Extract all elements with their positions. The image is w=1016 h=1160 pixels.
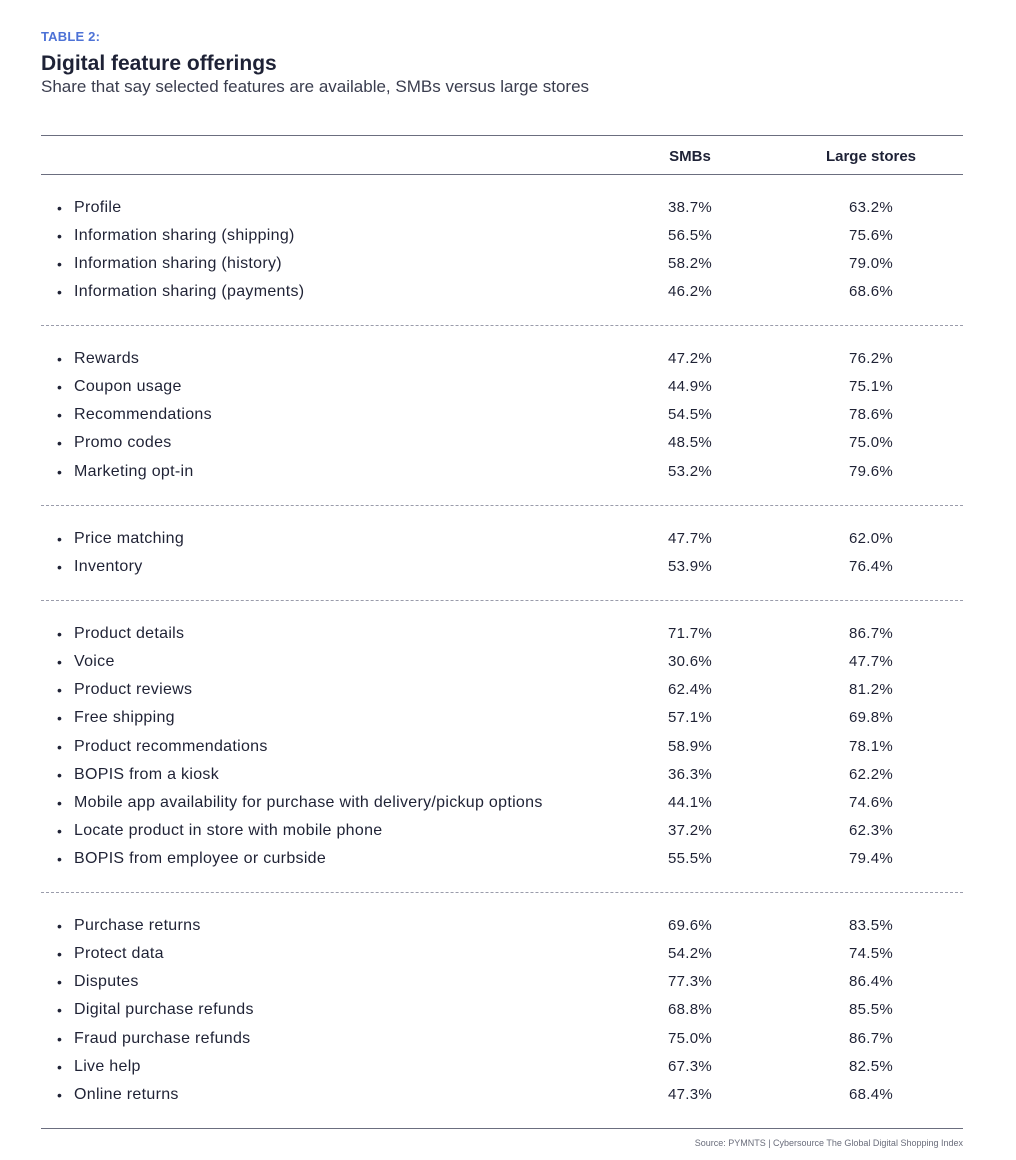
smb-value: 54.5% [667,406,713,424]
bullet-icon: • [57,974,63,991]
row-label: Online returns [74,1085,179,1103]
large-store-value: 81.2% [848,681,894,699]
large-store-value: 79.6% [848,462,894,480]
table-row [41,850,963,878]
row-label: Promo codes [74,434,172,452]
smb-value: 54.2% [667,945,713,963]
table-row [41,766,963,794]
smb-value: 53.9% [667,558,713,576]
bullet-icon: • [57,946,63,963]
bullet-icon: • [57,1058,63,1075]
large-store-value: 75.0% [848,434,894,452]
smb-value: 53.2% [667,462,713,480]
bullet-icon: • [57,531,63,547]
table-row [41,681,963,709]
column-header-smbs: SMBs [669,148,711,165]
smb-value: 36.3% [667,765,713,783]
table-row [41,463,963,491]
smb-value: 46.2% [667,283,713,301]
smb-value: 68.8% [667,1001,713,1019]
row-label: Disputes [74,973,139,991]
large-store-value: 86.4% [848,973,894,991]
table-row [41,434,963,462]
large-store-value: 76.4% [848,558,894,576]
smb-value: 55.5% [667,850,713,868]
smb-value: 47.7% [667,530,713,547]
smb-value: 69.6% [667,917,713,934]
large-store-value: 75.1% [848,378,894,396]
bullet-icon: • [57,654,63,671]
bullet-icon: • [57,351,63,367]
table-row [41,917,963,945]
table-row [41,1001,963,1029]
table-row [41,558,963,586]
table-row [41,406,963,434]
bullet-icon: • [57,1086,63,1103]
row-label: Profile [74,199,122,216]
large-store-value: 62.3% [848,822,894,840]
row-label: Voice [74,653,115,671]
smb-value: 44.1% [667,793,713,811]
row-label: Free shipping [74,709,175,727]
large-store-value: 79.4% [848,850,894,868]
table-subtitle: Share that say selected features are available, SMBs versus large stores [41,77,590,96]
large-store-value: 62.0% [848,530,894,547]
large-store-value: 78.1% [848,737,894,755]
large-store-value: 47.7% [848,653,894,671]
bullet-icon: • [57,710,63,727]
row-label: Information sharing (history) [74,255,282,273]
column-header-large-stores: Large stores [825,148,917,165]
bullet-icon: • [57,626,63,642]
bullet-icon: • [57,435,63,452]
large-store-value: 79.0% [848,255,894,273]
bullet-icon: • [57,1030,63,1047]
table-row [41,794,963,822]
row-label: Purchase returns [74,917,201,934]
table-row [41,1058,963,1086]
bullet-icon: • [57,682,63,699]
top-rule [41,135,963,136]
group-divider [41,892,963,893]
table-row [41,1086,963,1114]
large-store-value: 62.2% [848,765,894,783]
smb-value: 56.5% [667,227,713,245]
table-row [41,625,963,653]
smb-value: 44.9% [667,378,713,396]
bullet-icon: • [57,559,63,576]
row-label: Information sharing (payments) [74,283,305,301]
table-row [41,378,963,406]
row-label: Marketing opt-in [74,462,194,480]
table-title: Digital feature offerings [41,52,277,75]
large-store-value: 83.5% [848,917,894,934]
group-divider [41,505,963,506]
row-label: Live help [74,1057,141,1075]
bullet-icon: • [57,918,63,934]
large-store-value: 78.6% [848,406,894,424]
bullet-icon: • [57,256,63,273]
row-label: Mobile app availability for purchase with delivery/pickup options [74,793,543,811]
large-store-value: 69.8% [848,709,894,727]
table-row [41,709,963,737]
table-row [41,350,963,378]
bullet-icon: • [57,1002,63,1019]
row-label: Fraud purchase refunds [74,1029,251,1047]
table-row [41,738,963,766]
smb-value: 37.2% [667,822,713,840]
table-row [41,199,963,227]
row-label: Recommendations [74,406,212,424]
smb-value: 38.7% [667,199,713,216]
smb-value: 62.4% [667,681,713,699]
large-store-value: 86.7% [848,1029,894,1047]
source-note: Source: PYMNTS | Cybersource The Global Digital Shopping Index [694,1138,963,1148]
table-row [41,530,963,558]
large-store-value: 63.2% [848,199,894,216]
row-label: Price matching [74,530,185,547]
table-row [41,1030,963,1058]
bullet-icon: • [57,379,63,396]
smb-value: 58.2% [667,255,713,273]
table-row [41,945,963,973]
smb-value: 57.1% [667,709,713,727]
group-divider [41,600,963,601]
table-row [41,255,963,283]
smb-value: 77.3% [667,973,713,991]
table-label: TABLE 2: [41,29,101,44]
bullet-icon: • [57,823,63,840]
bullet-icon: • [57,463,63,480]
large-store-value: 75.6% [848,227,894,245]
table-row [41,227,963,255]
large-store-value: 68.4% [848,1085,894,1103]
header-rule [41,174,963,175]
smb-value: 67.3% [667,1057,713,1075]
row-label: Digital purchase refunds [74,1001,254,1019]
row-label: Product recommendations [74,737,268,755]
large-store-value: 74.5% [848,945,894,963]
row-label: Protect data [74,945,164,963]
bottom-rule [41,1128,963,1129]
bullet-icon: • [57,766,63,783]
bullet-icon: • [57,794,63,811]
row-label: Locate product in store with mobile phone [74,822,383,840]
large-store-value: 86.7% [848,625,894,642]
row-label: Product details [74,625,185,642]
bullet-icon: • [57,738,63,755]
smb-value: 48.5% [667,434,713,452]
row-label: Rewards [74,350,140,367]
smb-value: 47.3% [667,1085,713,1103]
table-row [41,973,963,1001]
smb-value: 30.6% [667,653,713,671]
large-store-value: 68.6% [848,283,894,301]
smb-value: 47.2% [667,350,713,367]
large-store-value: 76.2% [848,350,894,367]
row-label: BOPIS from a kiosk [74,765,219,783]
row-label: Product reviews [74,681,193,699]
smb-value: 75.0% [667,1029,713,1047]
bullet-icon: • [57,228,63,245]
row-label: BOPIS from employee or curbside [74,850,327,868]
table-row [41,283,963,311]
row-label: Information sharing (shipping) [74,227,295,245]
smb-value: 58.9% [667,737,713,755]
bullet-icon: • [57,407,63,424]
large-store-value: 85.5% [848,1001,894,1019]
bullet-icon: • [57,200,63,216]
large-store-value: 74.6% [848,793,894,811]
row-label: Inventory [74,558,143,576]
bullet-icon: • [57,284,63,301]
group-divider [41,325,963,326]
row-label: Coupon usage [74,378,182,396]
bullet-icon: • [57,851,63,868]
table-row [41,653,963,681]
large-store-value: 82.5% [848,1057,894,1075]
table-row [41,822,963,850]
smb-value: 71.7% [667,625,713,642]
